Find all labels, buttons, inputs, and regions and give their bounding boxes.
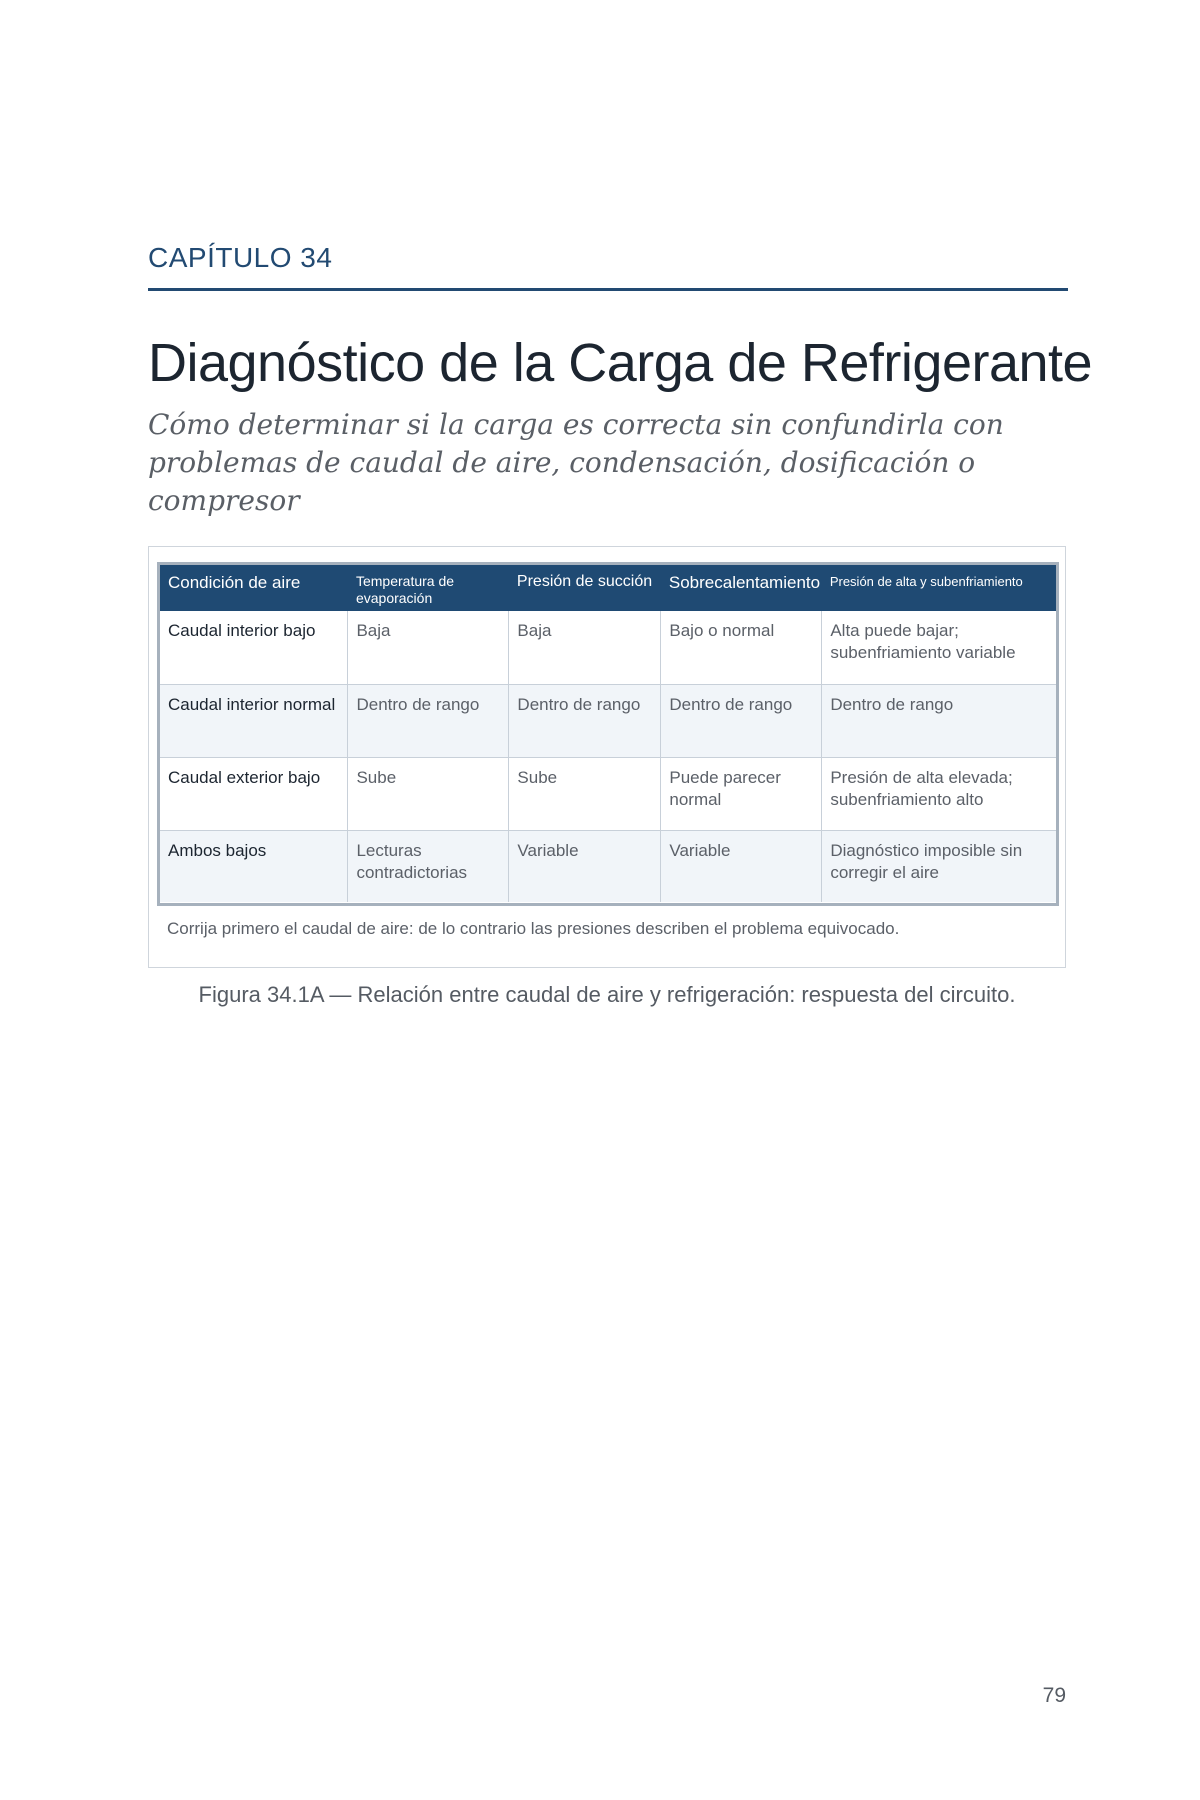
page-title: Diagnóstico de la Carga de Refrigerante — [148, 333, 1093, 393]
table-header-cell: Condición de aire — [160, 565, 348, 611]
table-cell: Alta puede bajar; subenfriamiento variable — [822, 611, 1056, 684]
table-row — [160, 830, 1056, 902]
table-header-cell: Temperatura de evaporación — [348, 565, 509, 611]
table-header-cell: Presión de alta y subenfriamiento — [822, 565, 1056, 611]
table-header-row — [160, 565, 1056, 611]
table-row — [160, 611, 1056, 684]
table-cell: Baja — [348, 611, 509, 684]
table-cell: Dentro de rango — [348, 684, 509, 757]
table-header-cell: Sobrecalentamiento — [661, 565, 822, 611]
table-cell: Dentro de rango — [509, 684, 661, 757]
table-cell: Variable — [661, 830, 822, 902]
table-cell: Diagnóstico imposible sin corregir el aire — [822, 830, 1056, 902]
table-header-cell: Presión de succión — [509, 565, 661, 611]
airflow-table — [160, 565, 1056, 902]
table-cell: Sube — [509, 757, 661, 830]
chapter-divider — [148, 288, 1068, 291]
figure-panel — [148, 546, 1066, 968]
table-cell: Presión de alta elevada; subenfriamiento alto — [822, 757, 1056, 830]
table-cell: Bajo o normal — [661, 611, 822, 684]
table-cell: Caudal interior normal — [160, 684, 348, 757]
table-cell: Baja — [509, 611, 661, 684]
page-number: 79 — [1042, 1684, 1066, 1707]
airflow-table-frame — [157, 562, 1059, 906]
table-cell: Dentro de rango — [661, 684, 822, 757]
figure-note: Corrija primero el caudal de aire: de lo contrario las presiones describen el problema equivocado. — [167, 919, 900, 938]
table-row — [160, 757, 1056, 830]
table-cell: Lecturas contradictorias — [348, 830, 509, 902]
table-cell: Ambos bajos — [160, 830, 348, 902]
table-cell: Puede parecer normal — [661, 757, 822, 830]
table-row — [160, 684, 1056, 757]
figure-caption: Figura 34.1A — Relación entre caudal de aire y refrigeración: respuesta del circuito. — [198, 982, 1016, 1007]
chapter-label: CAPÍTULO 34 — [148, 242, 333, 273]
table-cell: Sube — [348, 757, 509, 830]
page-subtitle: Cómo determinar si la carga es correcta sin confundirla con problemas de caudal de aire, condensación, dosificación o compresor — [148, 408, 1004, 517]
table-cell: Caudal exterior bajo — [160, 757, 348, 830]
table-cell: Dentro de rango — [822, 684, 1056, 757]
table-cell: Variable — [509, 830, 661, 902]
table-cell: Caudal interior bajo — [160, 611, 348, 684]
